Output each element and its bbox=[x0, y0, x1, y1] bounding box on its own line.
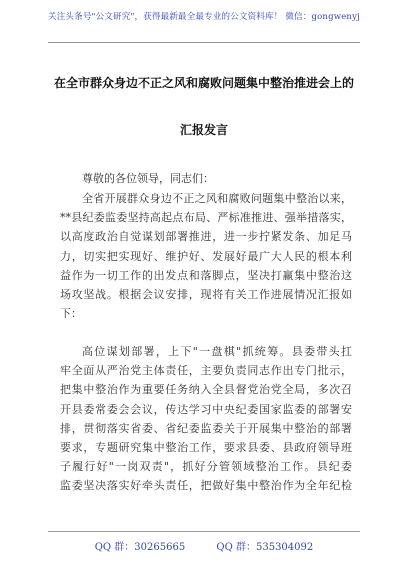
paragraph-line: 把集中整治作为重要任务纳入全县督党治党全局，多次召 bbox=[60, 383, 352, 397]
paragraph-line: 要求，专题研究集中整治工作，要求县委、县政府领导班 bbox=[60, 440, 352, 454]
qq-group-2: QQ 群：535304092 bbox=[216, 542, 314, 553]
paragraph-line: 排，贯彻落实省委、省纪委监委关于开展集中整治的部署 bbox=[60, 421, 352, 435]
paragraph-line: 开县委常委会会议，传达学习中央纪委国家监委的部署安 bbox=[60, 402, 352, 416]
paragraph-line: 益作为一切工作的出发点和落脚点，坚决打赢集中整治这 bbox=[60, 268, 352, 282]
paragraph-line: 以高度政治自觉谋划部署推进，进一步拧紧发条、加足马 bbox=[60, 230, 352, 244]
qq-group-1: QQ 群：30265665 bbox=[94, 542, 186, 553]
document-title-line-1: 在全市群众身边不正之风和腐败问题集中整治推进会上的 bbox=[53, 76, 354, 90]
paragraph-line: 下： bbox=[60, 307, 82, 321]
footer-divider bbox=[48, 531, 360, 532]
paragraph-line: **县纪委监委坚持高起点布局、严标准推进、强举措落实， bbox=[60, 211, 352, 225]
paragraph-2 bbox=[60, 342, 352, 496]
paragraph-line: 监委坚决落实好牵头责任，把做好集中整治作为全年纪检 bbox=[60, 479, 352, 493]
salutation: 尊敬的各位领导，同志们： bbox=[82, 172, 214, 185]
footer-contacts bbox=[0, 538, 408, 553]
paragraph-line: 牢全面从严治党主体责任，主要负责同志作出专门批示， bbox=[60, 364, 352, 378]
paragraph-line: 子履行好"一岗双责"，抓好分管领域整治工作。县纪委 bbox=[60, 460, 352, 474]
paragraph-line: 力，切实把实现好、维护好、发展好最广大人民的根本利 bbox=[60, 249, 352, 263]
header-banner: 关注头条号"公文研究"，获得最新最全最专业的公文资料库！ 微信：gongwenyj bbox=[48, 12, 360, 22]
document-title-line-2: 汇报发言 bbox=[179, 123, 228, 137]
paragraph-line: 场攻坚战。根据会议安排，现将有关工作进展情况汇报如 bbox=[60, 287, 352, 301]
paragraph-line: 全省开展群众身边不正之风和腐败问题集中整治以来， bbox=[82, 192, 352, 205]
paragraph-1 bbox=[60, 189, 352, 323]
paragraph-line: 高位谋划部署，上下"一盘棋"抓统筹。县委带头扛 bbox=[82, 345, 352, 358]
header-divider bbox=[48, 42, 360, 43]
